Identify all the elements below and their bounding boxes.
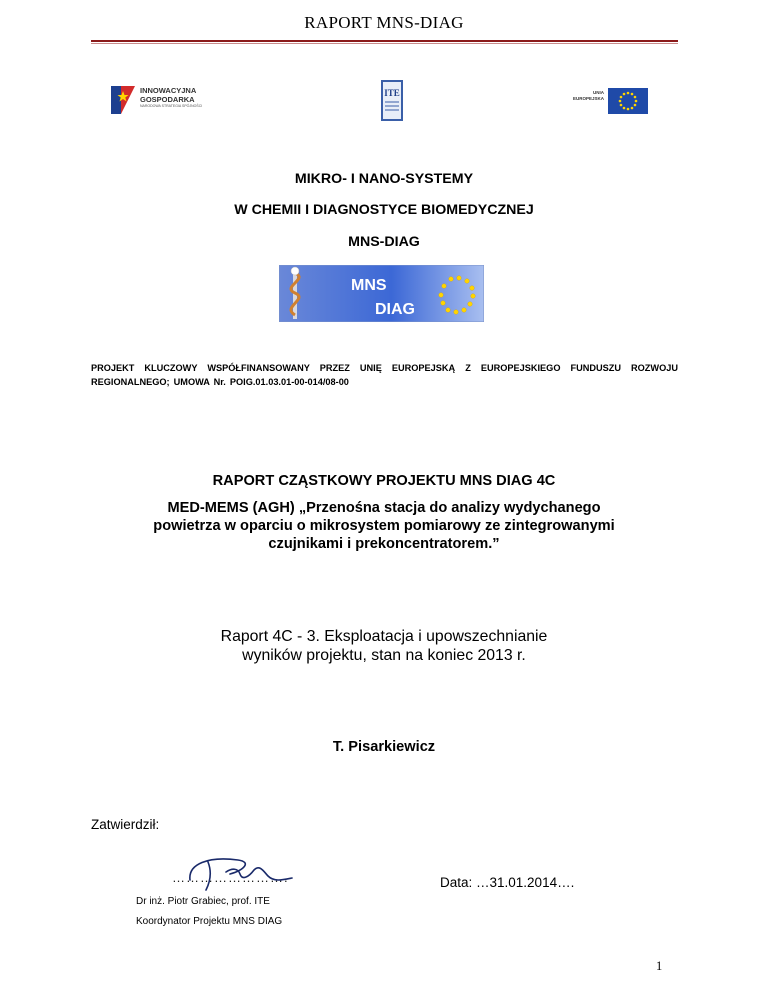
mns-diag-logo: [279, 265, 484, 322]
eu-unia-text: UNIA: [593, 90, 604, 95]
project-funding-info: PROJEKT KLUCZOWY WSPÓŁFINANSOWANY PRZEZ UNIĘ EUROPEJSKĄ Z EUROPEJSKIEGO FUNDUSZU ROZWOJU REGIONALNEGO; UMOWA Nr. POIG.01.03.01-00-014/08-00: [91, 363, 678, 387]
signer-role: Koordynator Projektu MNS DIAG: [136, 916, 283, 927]
ite-logo-icon: [381, 80, 403, 121]
innowacyjna-gospodarka-logo: [108, 80, 248, 120]
page-number: 1: [656, 959, 663, 973]
eu-logo: [568, 86, 650, 116]
program-title-line3: MNS-DIAG: [348, 234, 420, 250]
innowacyjna-text: INNOWACYJNA: [140, 86, 197, 95]
diag-text: DIAG: [375, 301, 415, 318]
handwritten-signature: [168, 850, 308, 894]
report-subtitle: [160, 627, 608, 665]
report-subject: MED-MEMS (AGH) „Przenośna stacja do analizy wydychanego powietrza w oparciu o mikrosystem pomiarowy ze zintegrowanymi czujnikami i prekoncentratorem.”: [153, 500, 615, 552]
mns-diag-logo-graphic: [279, 265, 484, 322]
report-subtitle-line2: wyników projektu, stan na koniec 2013 r.: [242, 647, 526, 664]
header-rule-thin: [91, 43, 678, 44]
signature-dotted-line: …………………….: [172, 870, 289, 885]
running-header: RAPORT MNS-DIAG: [304, 13, 464, 32]
program-title-line2: W CHEMII I DIAGNOSTYCE BIOMEDYCZNEJ: [234, 202, 534, 218]
svg-text:ITE: ITE: [384, 88, 400, 98]
gospodarka-text: GOSPODARKA: [140, 95, 195, 104]
innowacyjna-emblem-icon: [108, 82, 138, 118]
report-title: RAPORT CZĄSTKOWY PROJEKTU MNS DIAG 4C: [212, 473, 556, 489]
strategia-text: NARODOWA STRATEGIA SPÓJNOŚCI: [140, 104, 203, 108]
ite-logo: [381, 80, 403, 121]
eu-europejska-text: EUROPEJSKA: [572, 96, 604, 101]
mns-text: MNS: [351, 277, 387, 294]
report-author: T. Pisarkiewicz: [332, 739, 436, 755]
approved-label: Zatwierdził:: [91, 817, 160, 832]
report-subtitle-line1: Raport 4C - 3. Eksploatacja i upowszechnianie: [220, 628, 548, 645]
eu-flag-icon: [608, 88, 648, 114]
approval-date: Data: …31.01.2014….: [440, 875, 575, 890]
program-title-line1: MIKRO- I NANO-SYSTEMY: [294, 171, 474, 187]
header-rule: [91, 40, 678, 42]
signer-name: Dr inż. Piotr Grabiec, prof. ITE: [136, 896, 270, 907]
